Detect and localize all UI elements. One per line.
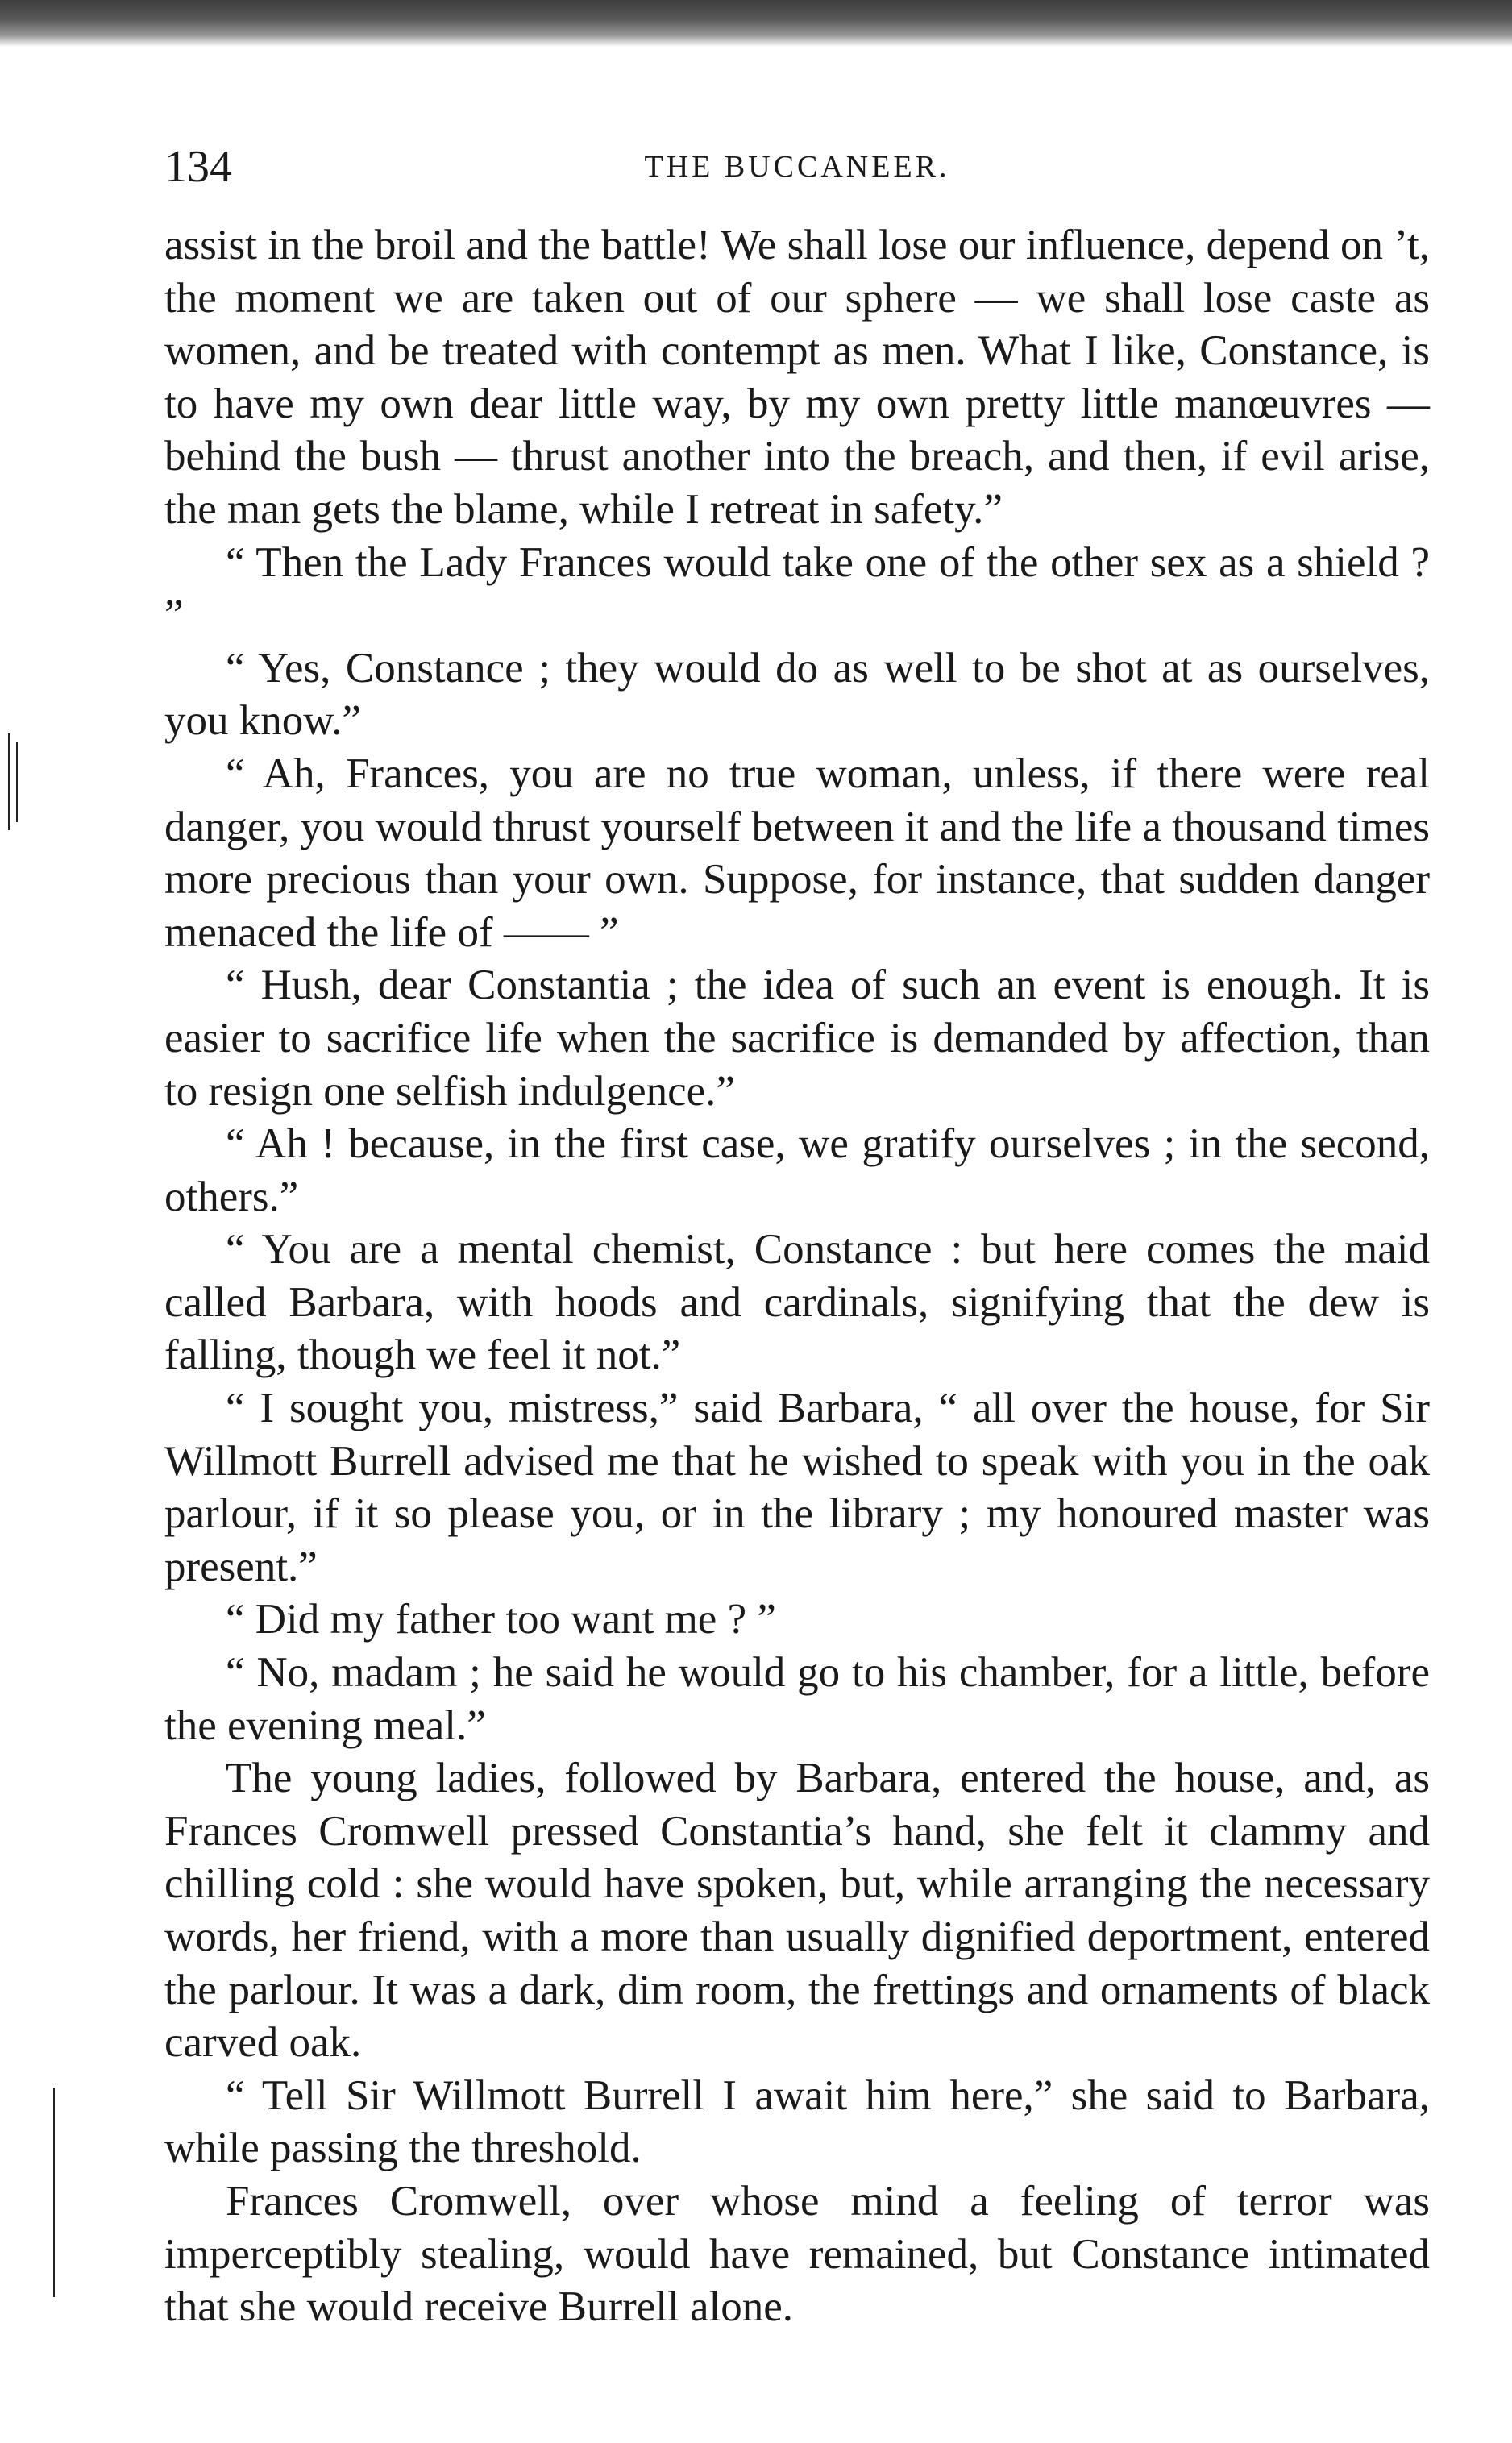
paragraph: “ Tell Sir Willmott Burrell I await him here,” she said to Barbara, while passing the threshold. <box>164 2071 1430 2172</box>
margin-mark <box>8 733 10 830</box>
page-number: 134 <box>164 142 232 192</box>
body-text <box>164 219 1430 2334</box>
running-head: THE BUCCANEER. <box>644 150 950 184</box>
paragraph: “ Did my father too want me ? ” <box>226 1596 776 1643</box>
paragraph: “ No, madam ; he said he would go to his chamber, for a little, before the evening meal.” <box>164 1649 1430 1749</box>
paragraph: “ Ah ! because, in the first case, we gratify ourselves ; in the second, others.” <box>164 1120 1430 1220</box>
paragraph: “ Ah, Frances, you are no true woman, unless, if there were real danger, you would thrust yourself between it and the life a thousand times more precious than your own. Suppose, for instance, that sudden danger menaced the life of —— ” <box>164 750 1430 956</box>
page-header <box>164 139 1430 195</box>
margin-mark <box>53 2088 55 2297</box>
paragraph: The young ladies, followed by Barbara, entered the house, and, as Frances Cromwell pressed Constantia’s hand, she felt it clammy and chilling cold : she would have spoken, but, while arranging the necessary words, her friend, with a more than usually dignified deportment, entered the parlour. It was a dark, dim room, the frettings and ornaments of black carved oak. <box>164 1755 1430 2067</box>
paragraph: “ Then the Lady Frances would take one of the other sex as a shield ? ” <box>164 538 1430 639</box>
margin-mark <box>16 742 18 822</box>
paragraph: “ I sought you, mistress,” said Barbara, “ all over the house, for Sir Willmott Burrell advised me that he wished to speak with you in the oak parlour, if it so please you, or in the library ; my honoured master was present.” <box>164 1385 1430 1590</box>
page-top-edge <box>0 0 1512 47</box>
paragraph: Frances Cromwell, over whose mind a feeling of terror was imperceptibly stealing, would have remained, but Constance intimated that she would receive Burrell alone. <box>164 2177 1430 2331</box>
paragraph: “ Yes, Constance ; they would do as well to be shot at as ourselves, you know.” <box>164 644 1430 745</box>
paragraph: assist in the broil and the battle! We shall lose our influence, depend on ’t, the moment we are taken out of our sphere — we shall lose caste as women, and be treated with contempt as men. What I like, Constance, is to have my own dear little way, by my own pretty little manœuvres — behind the bush — thrust another into the breach, and then, if evil arise, the man gets the blame, while I retreat in safety.” <box>164 222 1430 533</box>
paragraph: “ You are a mental chemist, Constance : but here comes the maid called Barbara, with hoods and cardinals, signifying that the dew is falling, though we feel it not.” <box>164 1226 1430 1379</box>
paragraph: “ Hush, dear Constantia ; the idea of such an event is enough. It is easier to sacrifice life when the sacrifice is demanded by affection, than to resign one selfish indulgence.” <box>164 962 1430 1115</box>
